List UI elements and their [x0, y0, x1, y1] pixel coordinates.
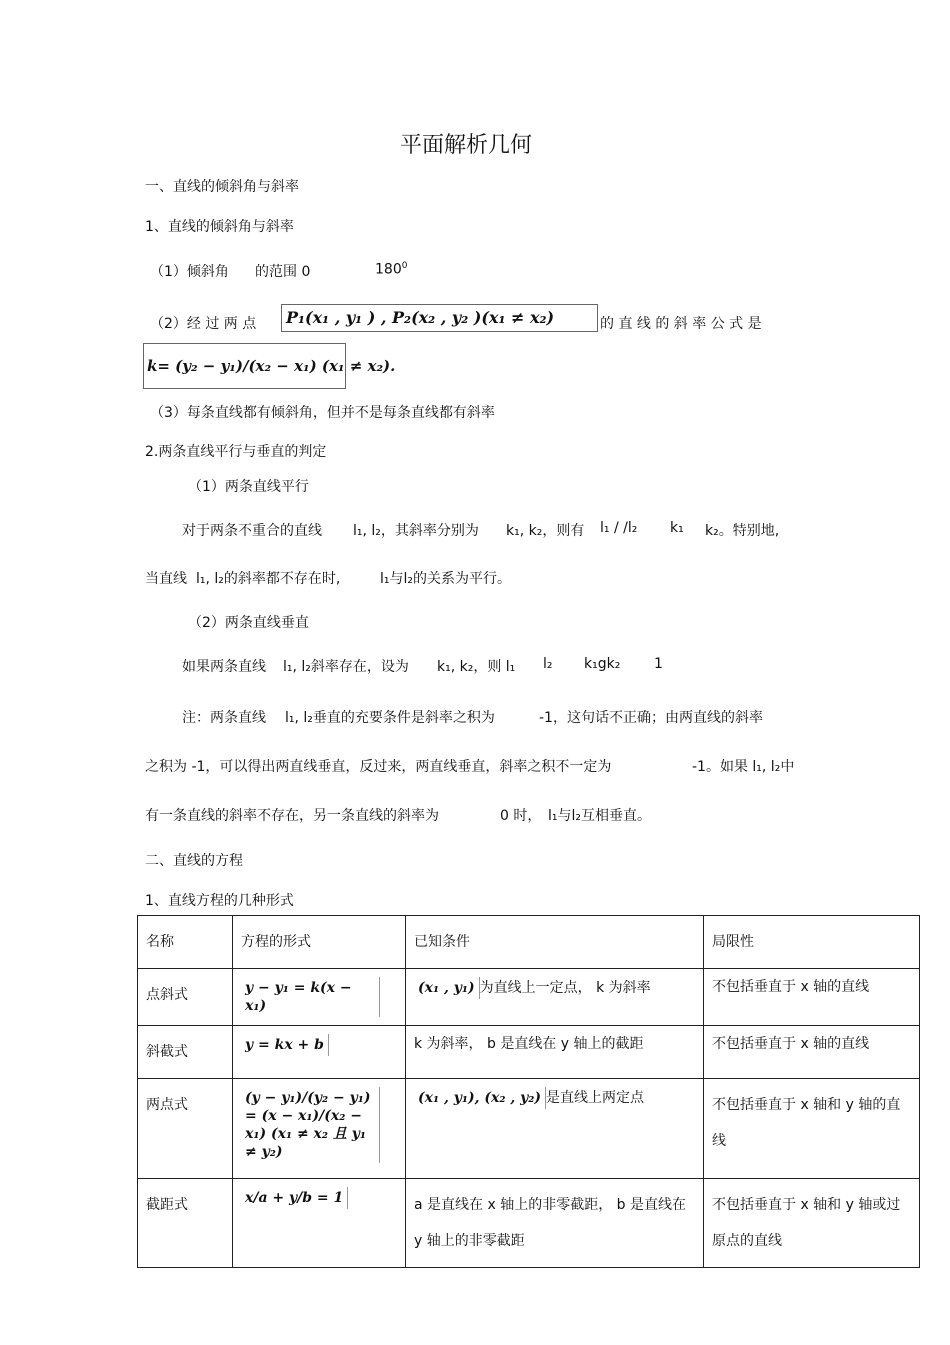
row-name: 截距式 — [138, 1179, 233, 1268]
perp-text-3: k₁, k₂，则 l₁ — [437, 659, 516, 675]
row-name: 斜截式 — [138, 1026, 233, 1079]
parallel-text-4: l₁ / /l₂ — [600, 520, 638, 536]
header-name: 名称 — [138, 916, 233, 969]
subsection-heading-1: 1、直线的倾斜角与斜率 — [145, 219, 294, 235]
row-condition-formula: (x₁ , y₁), (x₂ , y₂) — [414, 1087, 546, 1109]
note-text-6: 有一条直线的斜率不存在，另一条直线的斜率为 — [145, 808, 439, 824]
note-text-4: 之积为 -1，可以得出两直线垂直，反过来，两直线垂直，斜率之积不一定为 — [145, 759, 612, 775]
parallel-heading: （1）两条直线平行 — [188, 479, 309, 495]
row-condition-text: 为直线上一定点， k 为斜率 — [479, 980, 651, 996]
row-name: 点斜式 — [138, 969, 233, 1026]
table-header-row — [138, 916, 920, 969]
perpendicular-heading: （2）两条直线垂直 — [188, 615, 309, 631]
row-condition — [406, 1079, 704, 1179]
row-limitation: 不包括垂直于 x 轴的直线 — [704, 1026, 920, 1079]
p2-text: 的 直 线 的 斜 率 公 式 是 — [600, 316, 762, 332]
row-limitation: 不包括垂直于 x 轴和 y 轴或过原点的直线 — [704, 1179, 920, 1268]
parallel-text-2: l₁, l₂，其斜率分别为 — [353, 523, 479, 539]
perp-text-2: l₁, l₂斜率存在，设为 — [283, 659, 409, 675]
note-text-7: 0 时， — [500, 808, 542, 824]
parallel-text-5: k₁ — [670, 520, 684, 536]
note-text-8: l₁与l₂互相垂直。 — [548, 808, 652, 824]
row-formula-cell — [233, 1079, 406, 1179]
row-condition — [406, 969, 704, 1026]
perp-text-5: k₁gk₂ — [584, 656, 621, 672]
row-condition-text: 是直线上两定点 — [545, 1090, 644, 1106]
row-formula-cell — [233, 969, 406, 1026]
slope-formula: k= (y₂ − y₁)/(x₂ − x₁) (x₁ ≠ x₂). — [143, 343, 346, 389]
parallel-line2-c: l₁与l₂的关系为平行。 — [380, 571, 512, 587]
perp-text-6: 1 — [654, 656, 663, 672]
section-heading-2: 二、直线的方程 — [145, 853, 243, 869]
p1-range-end — [375, 261, 407, 278]
row-condition-formula: (x₁ , y₁) — [414, 977, 480, 999]
row-limitation: 不包括垂直于 x 轴的直线 — [704, 969, 920, 1026]
parallel-text-6: k₂。特别地, — [705, 523, 780, 539]
p1-range-end-value: 180 — [375, 261, 402, 278]
row-condition: a 是直线在 x 轴上的非零截距， b 是直线在 y 轴上的非零截距 — [406, 1179, 704, 1268]
header-form: 方程的形式 — [233, 916, 406, 969]
note-text-5: -1。如果 l₁, l₂中 — [692, 759, 795, 775]
perp-text-4: l₂ — [543, 656, 553, 672]
table-row — [138, 1026, 920, 1079]
two-points-formula: P₁(x₁ , y₁ ) , P₂(x₂ , y₂ )(x₁ ≠ x₂) — [281, 304, 598, 332]
note-text-2: l₁, l₂垂直的充要条件是斜率之积为 — [285, 710, 495, 726]
row-formula-cell — [233, 1026, 406, 1079]
row-formula: (y − y₁)/(y₂ − y₁) = (x − x₁)/(x₂ − x₁) (x₁ ≠ x₂ 且 y₁ ≠ y₂) — [241, 1087, 380, 1163]
subsection-heading-2: 2.两条直线平行与垂直的判定 — [145, 444, 327, 460]
row-formula: y = kx + b — [241, 1034, 329, 1056]
note-text-3: -1，这句话不正确；由两直线的斜率 — [539, 710, 763, 726]
parallel-text-3: k₁, k₂，则有 — [506, 523, 585, 539]
perp-text-1: 如果两条直线 — [182, 659, 266, 675]
row-formula: y − y₁ = k(x − x₁) — [241, 977, 380, 1017]
p2-label: （2）经 过 两 点 — [150, 316, 257, 332]
subsection-heading-3: 1、直线方程的几种形式 — [145, 893, 294, 909]
p3-text: （3）每条直线都有倾斜角，但并不是每条直线都有斜率 — [150, 405, 495, 421]
page-title: 平面解析几何 — [400, 133, 533, 158]
row-limitation: 不包括垂直于 x 轴和 y 轴的直线 — [704, 1079, 920, 1179]
row-condition: k 为斜率， b 是直线在 y 轴上的截距 — [406, 1026, 704, 1079]
p1-degree: 0 — [401, 261, 408, 271]
header-condition: 已知条件 — [406, 916, 704, 969]
row-formula-cell — [233, 1179, 406, 1268]
parallel-line2-a: 当直线 — [145, 571, 187, 587]
row-name: 两点式 — [138, 1079, 233, 1179]
table-row — [138, 1079, 920, 1179]
p1-range-start: 的范围 0 — [255, 264, 311, 280]
row-formula: x/a + y/b = 1 — [241, 1187, 348, 1209]
note-text-1: 注：两条直线 — [182, 710, 266, 726]
table-row — [138, 969, 920, 1026]
p1-label: （1）倾斜角 — [150, 264, 229, 280]
line-equation-table — [137, 915, 920, 1268]
table-row — [138, 1179, 920, 1268]
section-heading-1: 一、直线的倾斜角与斜率 — [145, 179, 299, 195]
header-limitation: 局限性 — [704, 916, 920, 969]
parallel-line2-b: l₁, l₂的斜率都不存在时, — [196, 571, 341, 587]
parallel-text-1: 对于两条不重合的直线 — [182, 523, 322, 539]
